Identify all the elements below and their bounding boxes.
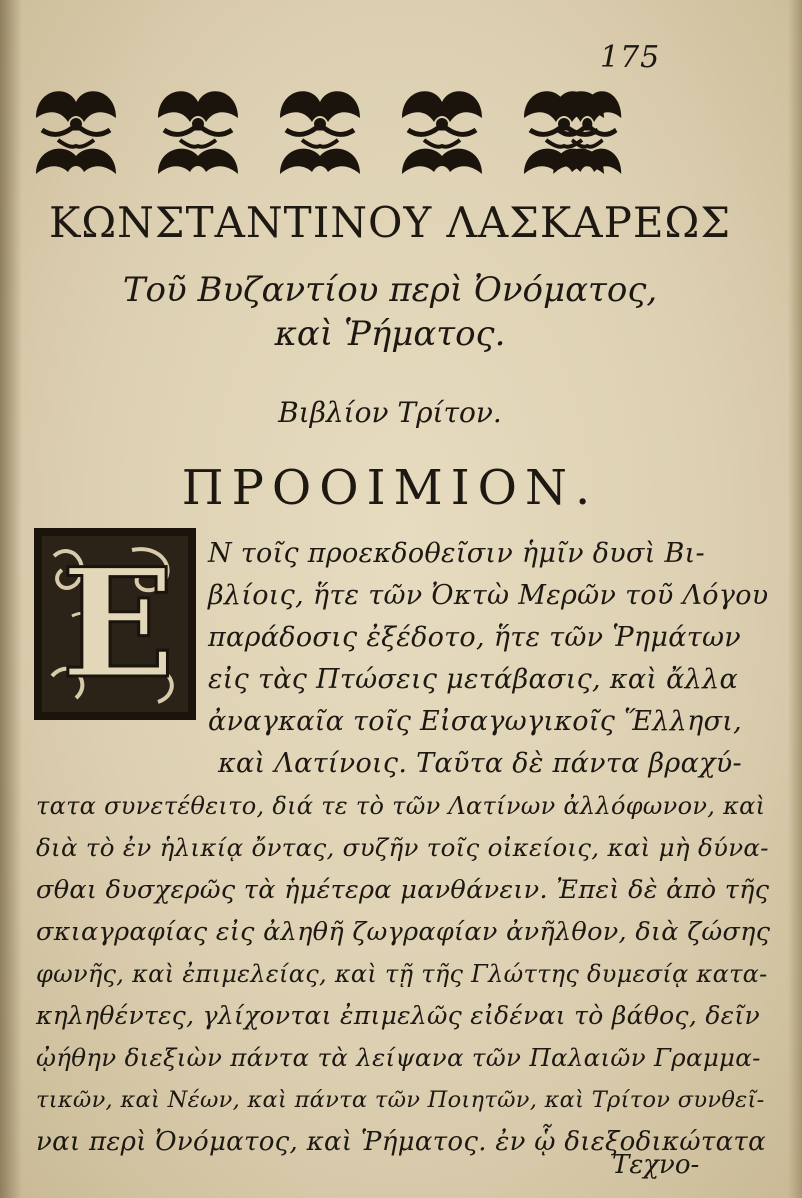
svg-text:Ε: Ε xyxy=(60,536,176,712)
body-line: εἰς τὰς Πτώσεις μετάβασις, καὶ ἄλλα xyxy=(208,664,739,695)
page-number: 175 xyxy=(600,40,661,75)
fleuron-row-icon xyxy=(28,78,718,176)
body-line: φωνῆς, καὶ ἐπιμελείας, καὶ τῇ τῆς Γλώττης δυμεσίᾳ κατα- xyxy=(36,960,768,988)
body-line: σθαι δυσχερῶς τὰ ἡμέτερα μανθάνειν. Ἐπεὶ δὲ ἀπὸ τῆς xyxy=(36,875,770,905)
catchword: Τεχνο- xyxy=(612,1150,700,1180)
subtitle-line-1: Τοῦ Βυζαντίου περὶ Ὀνόματος, xyxy=(122,270,658,310)
ornamental-headpiece xyxy=(28,78,718,176)
body-line: Ν τοῖς προεκδοθεῖσιν ἡμῖν δυσὶ Βι- xyxy=(208,538,705,569)
section-heading: ΠΡΟΟΙΜΙΟΝ. xyxy=(181,460,599,516)
body-line: ἀναγκαῖα τοῖς Εἰσαγωγικοῖς Ἕλλησι, xyxy=(208,706,743,737)
body-line: σκιαγραφίας εἰς ἀληθῆ ζωγραφίαν ἀνῆλθον, διὰ ζώσης xyxy=(36,917,771,947)
author-title: ΚΩΝΣΤΑΝΤΙΝΟΥ ΛΑΣΚΑΡΕΩΣ xyxy=(48,198,732,247)
body-line: βλίοις, ἥτε τῶν Ὀκτὼ Μερῶν τοῦ Λόγου xyxy=(208,580,769,611)
book-label: Βιβλίον Τρίτον. xyxy=(278,396,502,429)
body-line: καὶ Λατίνοις. Ταῦτα δὲ πάντα βραχύ- xyxy=(218,748,742,779)
subtitle-line-2: καὶ Ῥήματος. xyxy=(274,314,506,354)
body-line: παράδοσις ἐξέδοτο, ἥτε τῶν Ῥημάτων xyxy=(208,622,742,653)
body-line: ᾠήθην διεξιὼν πάντα τὰ λείψανα τῶν Παλαιῶν Γραμμα- xyxy=(36,1043,761,1072)
body-line: τικῶν, καὶ Νέων, καὶ πάντα τῶν Ποιητῶν, καὶ Τρίτον συνθεῖ- xyxy=(36,1087,765,1113)
body-line: ναι περὶ Ὀνόματος, καὶ Ῥήματος. ἐν ᾧ διεξοδικώτατα xyxy=(36,1127,766,1157)
subtitle xyxy=(20,268,760,356)
body-line: διὰ τὸ ἐν ἡλικίᾳ ὄντας, συζῆν τοῖς οἰκείοις, καὶ μὴ δύνα- xyxy=(36,833,769,862)
body-line: κηληθέντες, γλίχονται ἐπιμελῶς εἰδέναι τὸ βάθος, δεῖν xyxy=(36,1001,760,1030)
body-line: τατα συνετέθειτο, διά τε τὸ τῶν Λατίνων ἀλλόφωνον, καὶ xyxy=(36,792,766,820)
woodcut-initial-icon xyxy=(32,526,198,722)
decorated-initial xyxy=(32,526,198,722)
